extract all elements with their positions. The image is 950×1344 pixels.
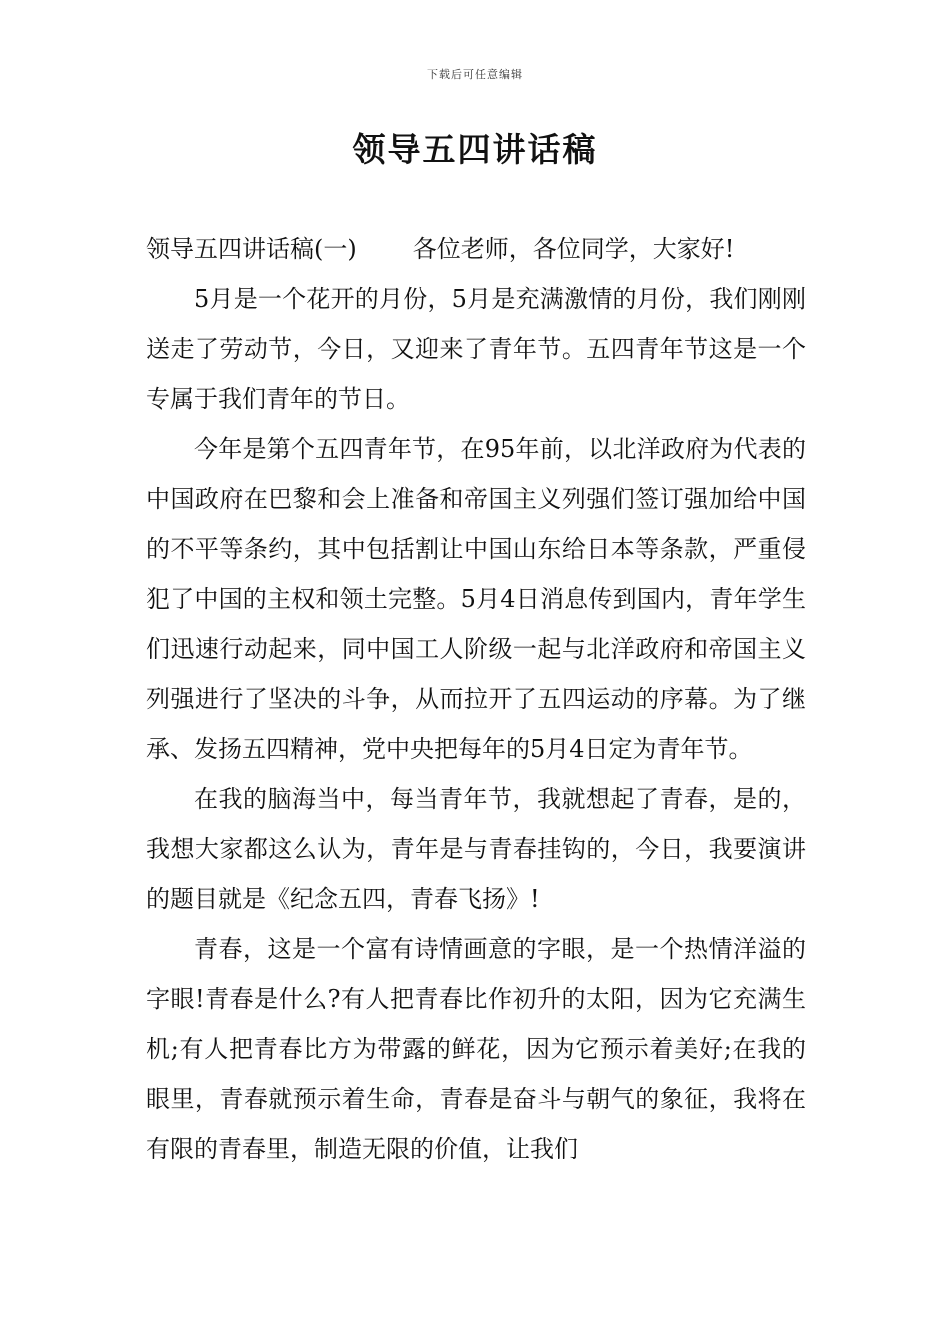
document-title: 领导五四讲话稿 xyxy=(352,130,598,169)
document-body xyxy=(146,224,806,1174)
lead-subtitle: 领导五四讲话稿(一) xyxy=(146,235,357,263)
paragraph-3: 在我的脑海当中，每当青年节，我就想起了青春，是的，我想大家都这么认为，青年是与青春挂钩的，今日，我要演讲的题目就是《纪念五四，青春飞扬》! xyxy=(146,785,806,913)
header-note: 下载后可任意编辑 xyxy=(427,68,523,81)
paragraph-4: 青春，这是一个富有诗情画意的字眼，是一个热情洋溢的字眼!青春是什么?有人把青春比作初升的太阳，因为它充满生机;有人把青春比方为带露的鲜花，因为它预示着美好;在我的眼里，青春就预示着生命，青春是奋斗与朝气的象征，我将在有限的青春里，制造无限的价值，让我们 xyxy=(146,935,806,1163)
lead-greeting: 各位老师，各位同学，大家好! xyxy=(412,235,735,263)
paragraph-2: 今年是第个五四青年节，在95年前，以北洋政府为代表的中国政府在巴黎和会上准备和帝国主义列强们签订强加给中国的不平等条约，其中包括割让中国山东给日本等条款，严重侵犯了中国的主权和领土完整。5月4日消息传到国内，青年学生们迅速行动起来，同中国工人阶级一起与北洋政府和帝国主义列强进行了坚决的斗争，从而拉开了五四运动的序幕。为了继承、发扬五四精神，党中央把每年的5月4日定为青年节。 xyxy=(146,435,806,763)
paragraph-1: 5月是一个花开的月份，5月是充满激情的月份，我们刚刚送走了劳动节，今日，又迎来了青年节。五四青年节这是一个专属于我们青年的节日。 xyxy=(146,285,806,413)
lead-line xyxy=(146,224,806,274)
